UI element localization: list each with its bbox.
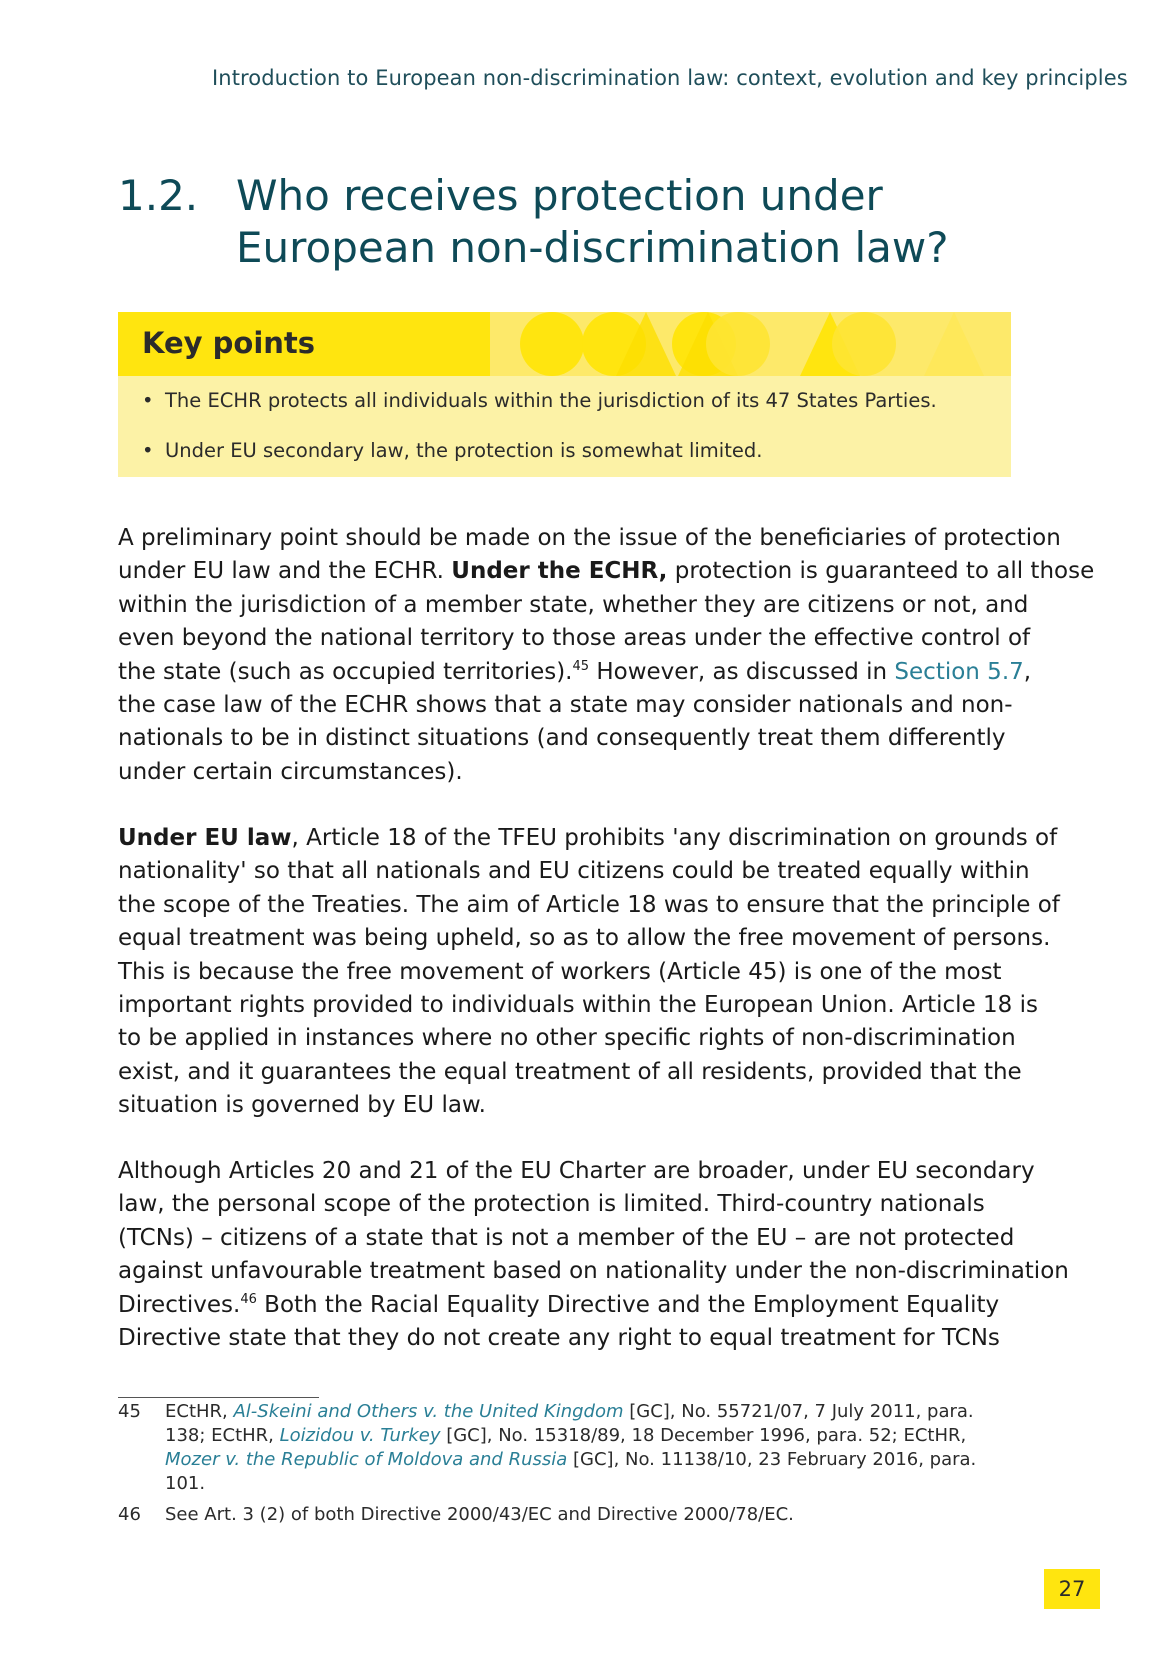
case-link[interactable]: Mozer v. the Republic of Moldova and Russia — [165, 1449, 568, 1470]
footnote-45: 45 ECtHR, Al-Skeini and Others v. the United Kingdom [GC], No. 55721/07, 7 July 2011, para. 138; ECtHR, Loizidou v. Turkey [GC], No. 15318/89, 18 December 1996, para. 52; ECtHR, Mozer v. the Republic of Moldova and Russia [GC], No. 11138/10, 23 February 2016, para. 101. — [118, 1401, 977, 1494]
footnote-ref-45[interactable]: 45 — [572, 658, 590, 674]
case-link[interactable]: Al-Skeini and Others v. the United Kingdom — [233, 1401, 624, 1422]
bullet-icon: • — [142, 439, 154, 462]
key-points-header — [118, 312, 1011, 376]
footnote-46: 46 See Art. 3 (2) of both Directive 2000/43/EC and Directive 2000/78/EC. — [118, 1504, 794, 1525]
footnote-ref-46[interactable]: 46 — [240, 1291, 257, 1307]
list-item: • Under EU secondary law, the protection is somewhat limited. — [140, 436, 1000, 486]
page-number: 27 — [1044, 1569, 1100, 1609]
list-item: • The ECHR protects all individuals within the jurisdiction of its 47 States Parties. — [140, 386, 1000, 436]
paragraph-3: Although Articles 20 and 21 of the EU Charter are broader, under EU secondary law, the personal scope of the protection is limited. Third-country nationals (TCNs) – citizens of a state that is not a member of the EU – are not protected against unfavourable treatment based on nationality under the non-discrimination Directives.$^{46}$ Both the Racial Equality Directive and the Employment Equality Directive state that they do not create any right to equal treatment for TCNs — [118, 1158, 1069, 1352]
key-points-box — [118, 312, 1011, 477]
key-points-list — [140, 386, 1000, 486]
key-points-title: Key points — [142, 326, 316, 360]
running-header: Introduction to European non-discrimination law: context, evolution and key principles — [212, 66, 1128, 90]
bullet-icon: • — [142, 389, 154, 412]
footnotes — [118, 1400, 1011, 1534]
footnote-number: 45 — [118, 1401, 141, 1422]
case-link[interactable]: Loizidou v. Turkey — [279, 1425, 441, 1446]
section-link[interactable]: Section 5.7 — [894, 658, 1024, 685]
paragraph-1: A preliminary point should be made on the issue of the beneficiaries of protection under EU law and the ECHR. Under the ECHR, protection is guaranteed to all those within the jurisdiction of a member state, whether they are citizens or not, and even beyond the national territory to those areas under the effective control of the state (such as occupied territories).$^{45}$ However, as discussed in Section 5.7, the case law of the ECHR shows that a state may consider nationals and non- nationals to be in distinct situations (and consequently treat them differently under certain circumstances). — [118, 525, 1095, 785]
footnote-divider — [118, 1397, 319, 1398]
section-title: Who receives protection under European non-discrimination law? — [236, 171, 949, 272]
paragraph-2: Under EU law, Article 18 of the TFEU prohibits 'any discrimination on grounds of nationality' so that all nationals and EU citizens could be treated equally within the scope of the Treaties. The aim of Article 18 was to ensure that the principle of equal treatment was being upheld, so as to allow the free movement of persons. This is because the free movement of workers (Article 45) is one of the most important rights provided to individuals within the European Union. Article 18 is to be applied in instances where no other specific rights of non-discrimination exist, and it guarantees the equal treatment of all residents, provided that the situation is governed by EU law. — [118, 825, 1060, 1119]
decorative-shapes-icon — [490, 312, 1011, 376]
section-number: 1.2. — [118, 171, 199, 220]
footnote-number: 46 — [118, 1504, 141, 1525]
